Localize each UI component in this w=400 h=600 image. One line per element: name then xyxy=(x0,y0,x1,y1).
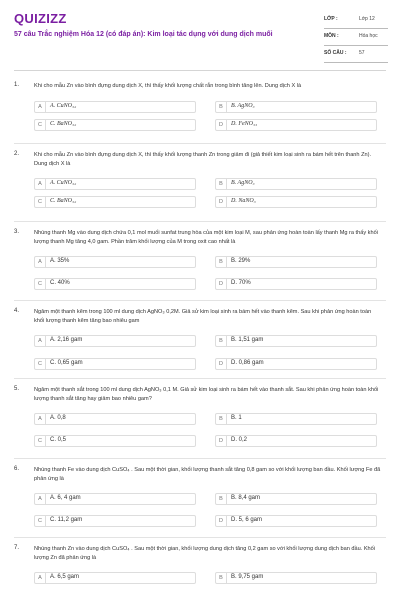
answer-option-a[interactable] xyxy=(34,413,196,425)
option-letter-badge: C xyxy=(35,279,46,289)
option-text: A. 0,8 xyxy=(50,415,66,421)
option-letter-badge: B xyxy=(216,179,227,189)
question-divider xyxy=(14,458,386,459)
option-letter-badge: A xyxy=(35,179,46,189)
option-text: D. 70% xyxy=(231,280,251,286)
question-divider xyxy=(14,378,386,379)
option-letter-badge: B xyxy=(216,414,227,424)
option-letter-badge: C xyxy=(35,359,46,369)
answer-option-b[interactable] xyxy=(215,101,377,113)
meta-key: LỚP : xyxy=(324,16,338,22)
option-text: D. 5, 6 gam xyxy=(231,517,263,523)
answer-option-a[interactable] xyxy=(34,256,196,268)
option-text: A. 35% xyxy=(50,258,70,264)
answer-option-a[interactable] xyxy=(34,178,196,190)
option-text: D. 0,86 gam xyxy=(231,360,264,366)
option-text: C. 0,65 gam xyxy=(50,360,83,366)
option-letter-badge: B xyxy=(216,336,227,346)
answer-option-d[interactable] xyxy=(215,435,377,447)
answer-option-b[interactable] xyxy=(215,413,377,425)
answer-option-c[interactable] xyxy=(34,515,196,527)
question-number: 3. xyxy=(14,229,20,235)
meta-value: 57 xyxy=(359,50,365,56)
option-letter-badge: D xyxy=(216,197,227,207)
option-text: A. CuNO₃₂ xyxy=(50,103,77,109)
question-divider xyxy=(14,143,386,144)
option-letter-badge: D xyxy=(216,436,227,446)
meta-value: Hóa học xyxy=(359,33,378,39)
worksheet-header xyxy=(0,0,400,66)
question-divider xyxy=(14,300,386,301)
option-text: B. 9,75 gam xyxy=(231,574,264,580)
question-text: Nhúng thanh Zn vào dung dịch CuSO₄ . Sau một thời gian, khối lượng dung dịch tăng 0,2 gam so với khối lượng dung dịch ban đầu. Khối lượng Zn đã phản ứng là xyxy=(34,546,376,561)
option-text: B. 1 xyxy=(231,415,242,421)
option-letter-badge: B xyxy=(216,102,227,112)
answer-option-b[interactable] xyxy=(215,256,377,268)
question-divider xyxy=(14,221,386,222)
answer-option-a[interactable] xyxy=(34,572,196,584)
answer-option-c[interactable] xyxy=(34,278,196,290)
option-text: B. 8,4 gam xyxy=(231,495,261,501)
answer-option-d[interactable] xyxy=(215,515,377,527)
question-text: Nhúng thanh Fe vào dung dịch CuSO₄ . Sau một thời gian, khối lượng thanh sắt tăng 0,8 gam so với khối lượng ban đầu. Khối lượng Fe đã phản ứng là xyxy=(34,467,381,482)
option-text: A. CuNO₃₂ xyxy=(50,180,77,186)
meta-key: MÔN : xyxy=(324,33,339,39)
option-text: B. 1,51 gam xyxy=(231,337,264,343)
answer-option-c[interactable] xyxy=(34,119,196,131)
option-letter-badge: A xyxy=(35,102,46,112)
option-text: C. BaNO₃₂ xyxy=(50,121,77,127)
meta-key: SỐ CÂU : xyxy=(324,50,347,56)
question-text: Ngâm một thanh sắt trong 100 ml dung dịch AgNO₃ 0,1 M. Giả sử kim loại sinh ra bám hết vào thanh sắt. Sau khi phản ứng hoàn toàn khối lượng thanh sắt tăng hay giảm bao nhiêu gam? xyxy=(34,387,379,402)
answer-option-b[interactable] xyxy=(215,178,377,190)
option-letter-badge: D xyxy=(216,359,227,369)
answer-option-c[interactable] xyxy=(34,435,196,447)
question-number: 1. xyxy=(14,82,20,88)
answer-option-c[interactable] xyxy=(34,358,196,370)
worksheet-title: 57 câu Trắc nghiệm Hóa 12 (có đáp án): Kim loại tác dụng với dung dịch muối xyxy=(14,31,273,38)
option-text: A. 6, 4 gam xyxy=(50,495,81,501)
option-letter-badge: C xyxy=(35,120,46,130)
meta-row-class xyxy=(324,12,388,29)
option-letter-badge: A xyxy=(35,336,46,346)
question-number: 2. xyxy=(14,151,20,157)
option-letter-badge: D xyxy=(216,120,227,130)
answer-option-d[interactable] xyxy=(215,278,377,290)
answer-option-a[interactable] xyxy=(34,335,196,347)
option-letter-badge: D xyxy=(216,279,227,289)
option-text: C. 11,2 gam xyxy=(50,517,83,523)
answer-option-c[interactable] xyxy=(34,196,196,208)
answer-option-b[interactable] xyxy=(215,335,377,347)
option-letter-badge: A xyxy=(35,257,46,267)
meta-value: Lớp 12 xyxy=(359,16,375,22)
question-text: Khi cho mẫu Zn vào bình đựng dung dịch X, thì thấy khối lượng chất rắn trong bình tăng lên. Dung dịch X là xyxy=(34,83,302,89)
option-text: B. 29% xyxy=(231,258,251,264)
answer-option-a[interactable] xyxy=(34,493,196,505)
question-text: Ngâm một thanh kẽm trong 100 ml dung dịch AgNO₃ 0,2M. Giả sử kim loại sinh ra bám hết vào thanh kẽm. Sau khi phản ứng hoàn toàn khối lượng thanh kẽm tăng bao nhiêu gam xyxy=(34,309,372,324)
question-number: 7. xyxy=(14,545,20,551)
quizizz-logo: QUIZIZZ xyxy=(14,11,67,26)
option-letter-badge: A xyxy=(35,414,46,424)
question-text: Khi cho mẫu Zn vào bình đựng dung dịch X, thì thấy khối lượng thanh Zn trong giảm đi (giả thiết kim loại sinh ra bám hết trên thanh Zn). Dung dịch X là xyxy=(34,152,372,167)
answer-option-a[interactable] xyxy=(34,101,196,113)
option-text: D. 0,2 xyxy=(231,437,248,443)
option-text: D. NaNO₃ xyxy=(231,198,256,204)
option-letter-badge: C xyxy=(35,436,46,446)
question-text: Nhúng thanh Mg vào dung dịch chứa 0,1 mol muối sunfat trung hòa của một kim loại M, sau phản ứng hoàn toàn lấy thanh Mg ra thấy khối lượng thanh Mg tăng 4,0 gam. Phần trăm khối lượng của M trong oxit cao nhất là xyxy=(34,230,378,245)
option-text: D. FeNO₃₃ xyxy=(231,121,258,127)
option-letter-badge: C xyxy=(35,197,46,207)
option-letter-badge: B xyxy=(216,257,227,267)
option-text: A. 6,5 gam xyxy=(50,574,80,580)
option-text: C. BaNO₃₂ xyxy=(50,198,77,204)
question-number: 4. xyxy=(14,308,20,314)
answer-option-d[interactable] xyxy=(215,119,377,131)
option-text: B. AgNO₃ xyxy=(231,103,255,109)
meta-row-count xyxy=(324,46,388,63)
meta-row-subject xyxy=(324,29,388,46)
question-number: 6. xyxy=(14,466,20,472)
option-text: B. AgNO₃ xyxy=(231,180,255,186)
option-letter-badge: A xyxy=(35,573,46,583)
header-divider xyxy=(14,70,386,71)
answer-option-d[interactable] xyxy=(215,196,377,208)
option-text: C. 40% xyxy=(50,280,70,286)
option-letter-badge: B xyxy=(216,494,227,504)
option-letter-badge: D xyxy=(216,516,227,526)
option-letter-badge: C xyxy=(35,516,46,526)
answer-option-b[interactable] xyxy=(215,572,377,584)
option-text: A. 2,16 gam xyxy=(50,337,83,343)
question-divider xyxy=(14,537,386,538)
answer-option-b[interactable] xyxy=(215,493,377,505)
option-letter-badge: A xyxy=(35,494,46,504)
option-letter-badge: B xyxy=(216,573,227,583)
option-text: C. 0,5 xyxy=(50,437,67,443)
worksheet-meta xyxy=(324,12,388,63)
answer-option-d[interactable] xyxy=(215,358,377,370)
question-number: 5. xyxy=(14,386,20,392)
